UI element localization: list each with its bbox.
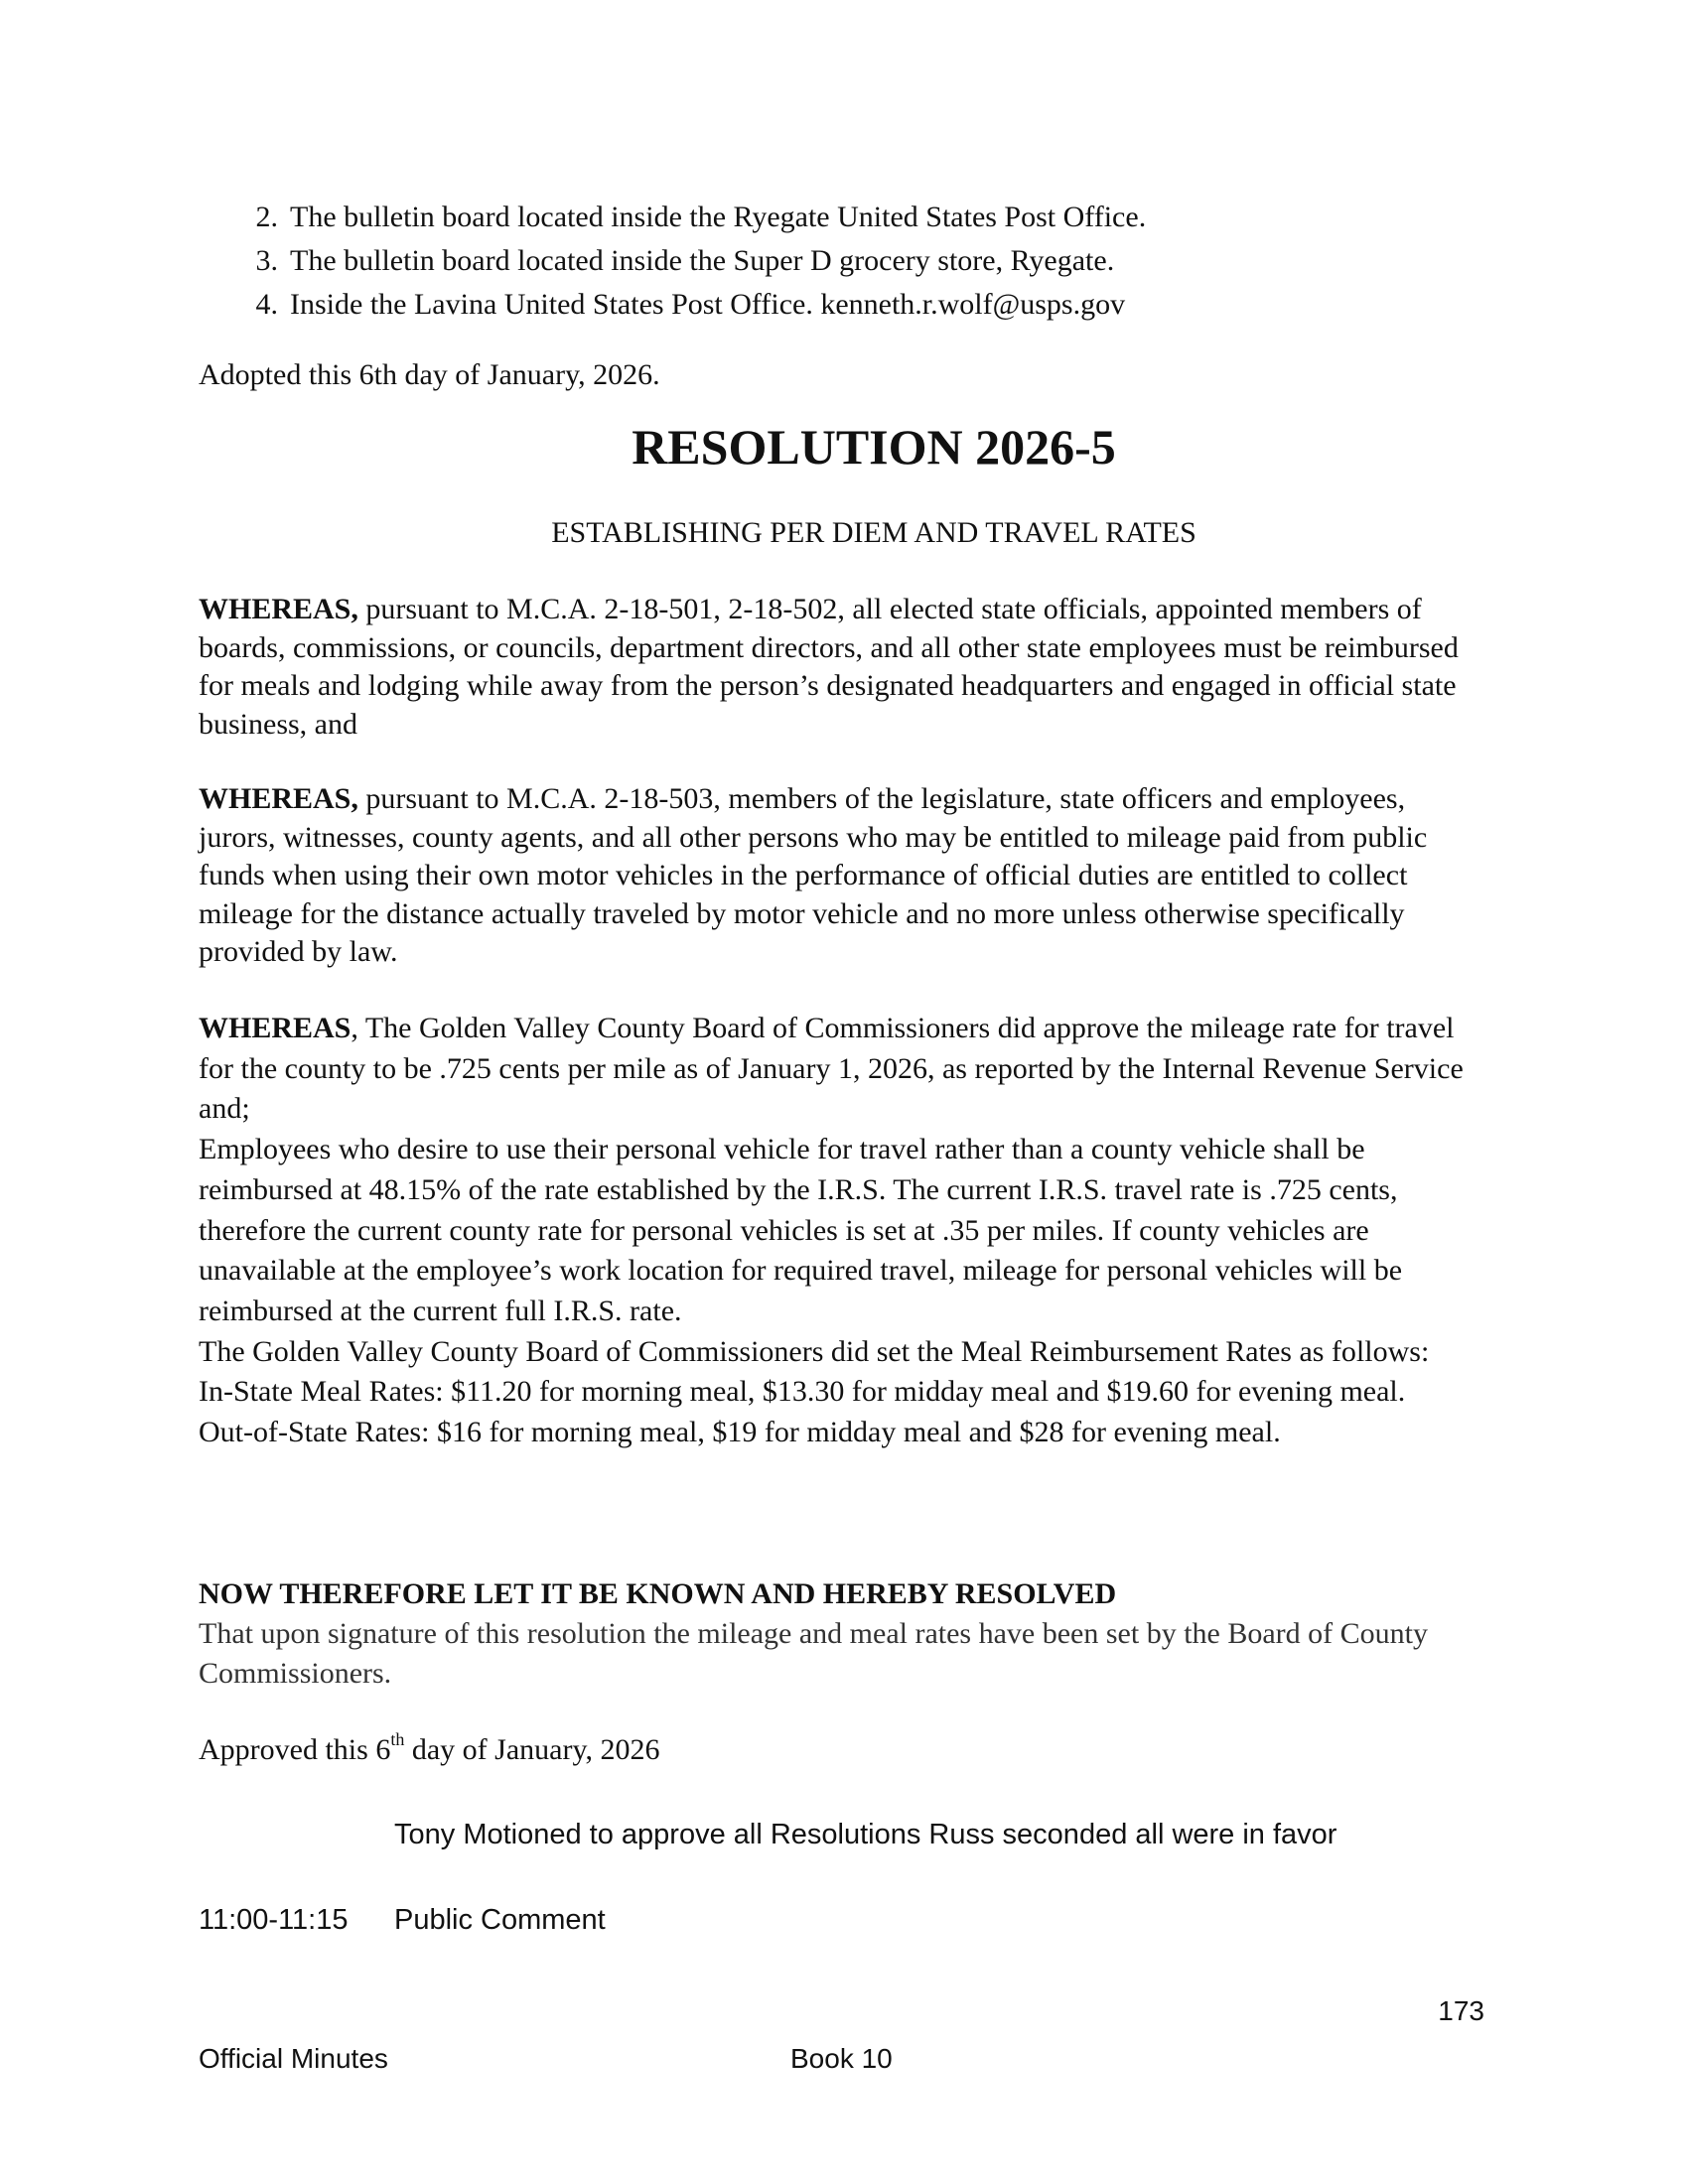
whereas-text: pursuant to M.C.A. 2-18-501, 2-18-502, all elected state officials, appointed members of boards, commissions, or councils, department directors, and all other state employees must be reimbursed for meals and lodging while away from the person’s designated headquarters and engaged in official state business, and: [199, 593, 1459, 741]
resolution-subtitle: ESTABLISHING PER DIEM AND TRAVEL RATES: [551, 516, 1196, 549]
list-number: 4.: [255, 288, 278, 321]
list-text: The bulletin board located inside the Super D grocery store, Ryegate.: [290, 244, 1115, 277]
whereas-text: , The Golden Valley County Board of Commissioners did approve the mileage rate for travel for the county to be .725 cents per mile as of January 1, 2026, as reported by the Internal Revenue Service and;: [199, 1012, 1464, 1126]
whereas-lead: WHEREAS: [199, 1012, 352, 1044]
resolved-section: [199, 1574, 1489, 1694]
list-number: 2.: [255, 201, 278, 233]
whereas-paragraph-3: [199, 1009, 1489, 1453]
adopted-line: Adopted this 6th day of January, 2026.: [199, 358, 660, 391]
approved-before: Approved this 6: [199, 1733, 391, 1766]
approved-sup: th: [390, 1729, 405, 1749]
agenda-item: Public Comment: [394, 1904, 606, 1936]
footer-left: Official Minutes: [199, 2043, 388, 2074]
in-state-rates: In-State Meal Rates: $11.20 for morning meal, $13.30 for midday meal and $19.60 for evening meal.: [199, 1375, 1406, 1409]
whereas-text: pursuant to M.C.A. 2-18-503, members of the legislature, state officers and employees, jurors, witnesses, county agents, and all other persons who may be entitled to mileage paid from public funds when using their own motor vehicles in the performance of official duties are entitled to collect mileage for the distance actually traveled by motor vehicle and no more unless otherwise specifically provided by law.: [199, 782, 1428, 968]
list-text: The bulletin board located inside the Ryegate United States Post Office.: [290, 201, 1147, 233]
out-of-state-rates: Out-of-State Rates: $16 for morning meal, $19 for midday meal and $28 for evening meal.: [199, 1416, 1281, 1449]
agenda-time: 11:00-11:15: [199, 1904, 349, 1936]
resolved-text: That upon signature of this resolution the mileage and meal rates have been set by the Board of County Commissioners.: [199, 1617, 1428, 1690]
footer-center: Book 10: [790, 2043, 893, 2074]
whereas-lead: WHEREAS,: [199, 782, 358, 815]
whereas-paragraph-2: [199, 780, 1489, 972]
list-number: 3.: [255, 244, 278, 277]
list-item: [238, 242, 1529, 286]
page-number: 173: [1438, 1995, 1484, 2026]
list-item: [238, 286, 1529, 330]
resolved-heading: NOW THEREFORE LET IT BE KNOWN AND HEREBY RESOLVED: [199, 1577, 1117, 1610]
whereas-lead: WHEREAS,: [199, 593, 358, 625]
resolution-title: RESOLUTION 2026-5: [632, 419, 1116, 475]
motion-text: Tony Motioned to approve all Resolutions Russ seconded all were in favor: [394, 1819, 1337, 1850]
employees-paragraph: Employees who desire to use their personal vehicle for travel rather than a county vehicle shall be reimbursed at 48.15% of the rate established by the I.R.S. The current I.R.S. travel rate is .725 cents, therefore the current county rate for personal vehicles is set at .35 per miles. If county vehicles are unavailable at the employee’s work location for required travel, mileage for personal vehicles will be reimbursed at the current full I.R.S. rate.: [199, 1133, 1403, 1327]
bulletin-list: [238, 199, 1529, 338]
approved-after: day of January, 2026: [404, 1733, 660, 1766]
approved-line: [199, 1731, 660, 1769]
list-item: [238, 199, 1529, 242]
list-text: Inside the Lavina United States Post Office. kenneth.r.wolf@usps.gov: [290, 288, 1126, 321]
meal-intro: The Golden Valley County Board of Commissioners did set the Meal Reimbursement Rates as follows:: [199, 1334, 1430, 1368]
whereas-paragraph-1: [199, 591, 1489, 744]
